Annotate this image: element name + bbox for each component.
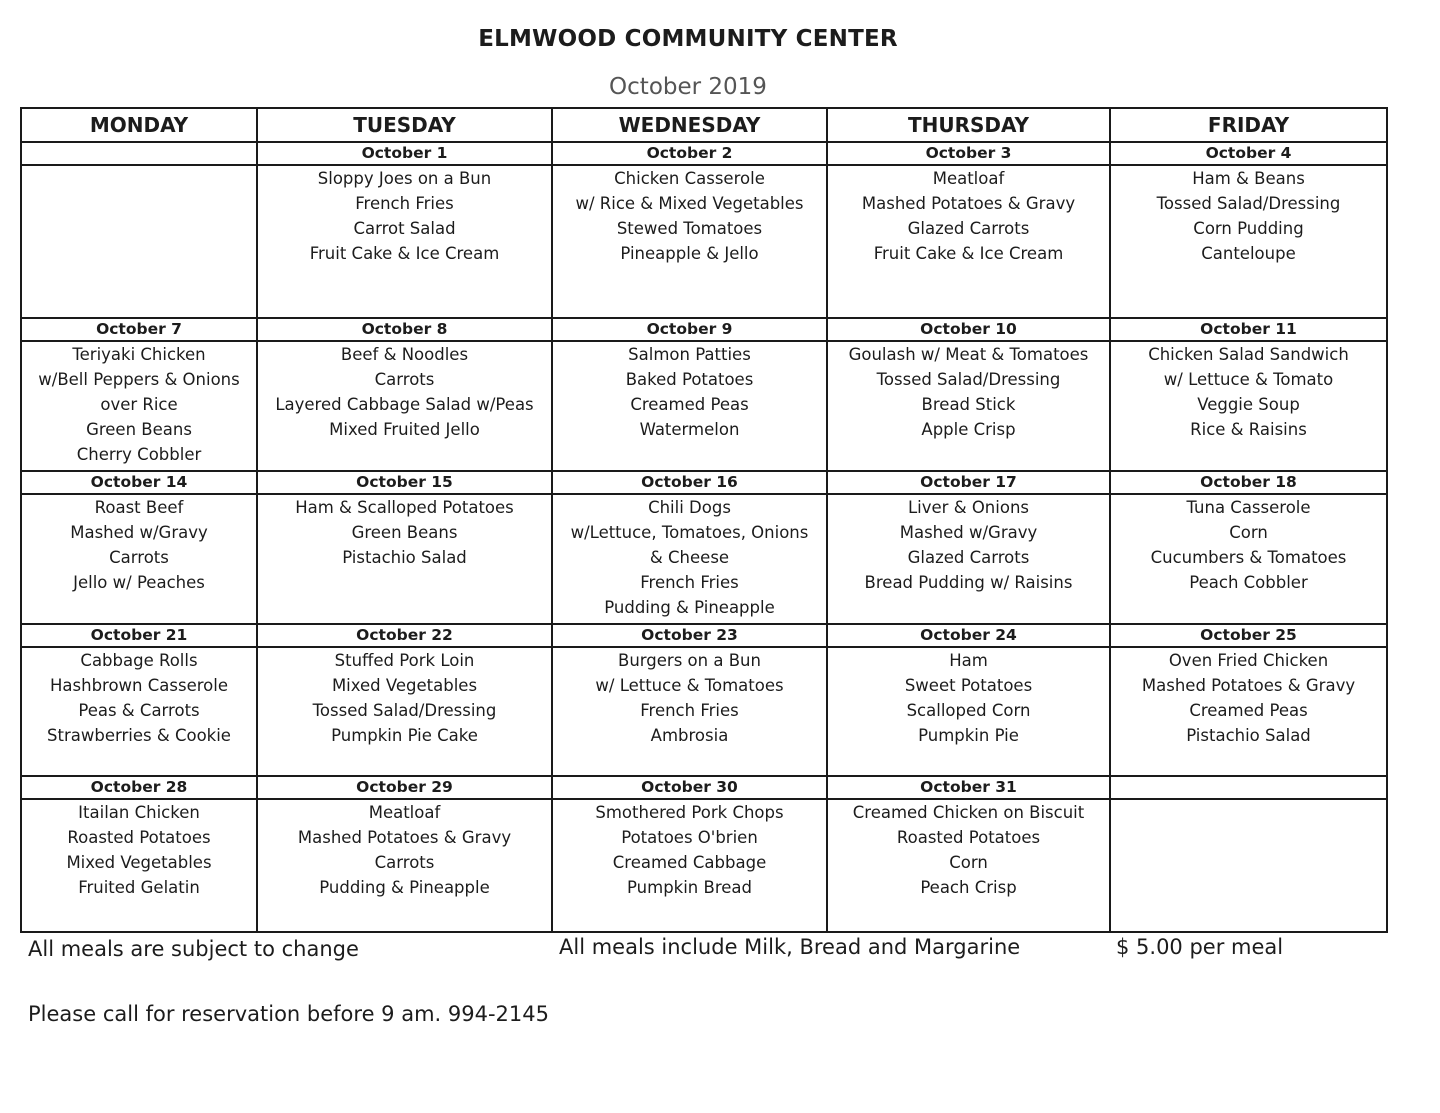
menu-item: Stuffed Pork Loin: [334, 650, 475, 670]
menu-item: Mashed w/Gravy: [899, 523, 1038, 543]
day-header-wednesday: WEDNESDAY: [552, 108, 827, 142]
date-cell-thursday: October 31: [827, 776, 1110, 799]
meal-cell-thursday: [827, 799, 1110, 932]
menu-item: Apple Crisp: [921, 419, 1016, 439]
menu-item: Pineapple & Jello: [620, 244, 759, 264]
page-title: ELMWOOD COMMUNITY CENTER: [478, 26, 898, 52]
menu-item: Cucumbers & Tomatoes: [1150, 548, 1347, 568]
menu-item: Corn: [949, 853, 988, 873]
date-row: [21, 471, 1387, 494]
menu-item: Ham & Beans: [1192, 169, 1305, 189]
menu-item: Roasted Potatoes: [67, 828, 211, 848]
menu-item: Pistachio Salad: [342, 548, 467, 568]
menu-item: Roasted Potatoes: [896, 828, 1041, 848]
menu-calendar-table: [20, 107, 1388, 933]
menu-item: Fruit Cake & Ice Cream: [873, 244, 1064, 264]
menu-item: Carrots: [109, 548, 169, 568]
meal-row: [21, 341, 1387, 471]
date-row: [21, 624, 1387, 647]
menu-item: Oven Fried Chicken: [1168, 650, 1329, 670]
menu-item: Glazed Carrots: [907, 548, 1030, 568]
menu-item: w/ Lettuce & Tomato: [1163, 369, 1334, 389]
menu-item: Veggie Soup: [1197, 394, 1300, 414]
menu-item: Peach Crisp: [920, 878, 1017, 898]
menu-item: Fruited Gelatin: [78, 878, 200, 898]
includes-notice: All meals include Milk, Bread and Margarine: [559, 935, 1021, 959]
menu-item: Cherry Cobbler: [76, 444, 202, 464]
change-notice: All meals are subject to change: [28, 937, 359, 961]
date-cell-wednesday: October 30: [552, 776, 827, 799]
price-notice: $ 5.00 per meal: [1116, 935, 1284, 959]
menu-item: Corn: [1229, 523, 1268, 543]
menu-item: Ambrosia: [650, 725, 729, 745]
meal-cell-friday: [1110, 341, 1387, 471]
menu-item: Mashed Potatoes & Gravy: [297, 828, 512, 848]
menu-item: Cabbage Rolls: [80, 650, 198, 670]
menu-item: Rice & Raisins: [1190, 419, 1307, 439]
menu-item: Watermelon: [639, 419, 740, 439]
menu-item: Green Beans: [351, 523, 458, 543]
menu-item: Smothered Pork Chops: [595, 803, 784, 823]
menu-item: Carrots: [374, 853, 435, 873]
menu-item: Mixed Vegetables: [331, 675, 478, 695]
date-row: [21, 318, 1387, 341]
menu-item: Tossed Salad/Dressing: [1156, 194, 1341, 214]
menu-item: Chili Dogs: [648, 498, 731, 518]
menu-item: Carrots: [374, 369, 435, 389]
date-cell-monday: October 14: [21, 471, 257, 494]
date-cell-wednesday: October 9: [552, 318, 827, 341]
meal-row: [21, 799, 1387, 932]
menu-item: Peach Cobbler: [1189, 573, 1308, 593]
date-cell-wednesday: October 2: [552, 142, 827, 165]
menu-item: Potatoes O'brien: [621, 828, 758, 848]
menu-item: Mashed w/Gravy: [70, 523, 208, 543]
menu-item: Fruit Cake & Ice Cream: [309, 244, 500, 264]
day-header-tuesday: TUESDAY: [257, 108, 552, 142]
menu-item: w/Lettuce, Tomatoes, Onions: [570, 523, 809, 543]
menu-item: Goulash w/ Meat & Tomatoes: [848, 344, 1089, 364]
menu-item: Scalloped Corn: [906, 700, 1031, 720]
menu-item: Chicken Casserole: [614, 169, 765, 189]
menu-item: Glazed Carrots: [907, 219, 1030, 239]
date-cell-thursday: October 24: [827, 624, 1110, 647]
menu-item: Creamed Peas: [630, 394, 749, 414]
menu-item: Jello w/ Peaches: [73, 573, 205, 593]
menu-item: Ham: [949, 650, 988, 670]
menu-item: Itailan Chicken: [78, 803, 200, 823]
menu-item: Mixed Vegetables: [66, 853, 212, 873]
meal-cell-monday: [21, 799, 257, 932]
menu-item: Meatloaf: [932, 169, 1005, 189]
menu-item: Carrot Salad: [353, 219, 456, 239]
meal-cell-tuesday: [257, 647, 552, 776]
menu-item: Green Beans: [86, 419, 192, 439]
menu-item: Tuna Casserole: [1186, 498, 1311, 518]
menu-item: Pumpkin Bread: [627, 878, 752, 898]
date-cell-friday: October 11: [1110, 318, 1387, 341]
menu-item: Teriyaki Chicken: [72, 344, 206, 364]
meal-cell-thursday: [827, 165, 1110, 318]
meal-cell-monday: [21, 341, 257, 471]
menu-item: Creamed Cabbage: [612, 853, 767, 873]
date-cell-friday: [1110, 776, 1387, 799]
menu-item: Stewed Tomatoes: [616, 219, 763, 239]
menu-item: Roast Beef: [94, 498, 184, 518]
menu-item: Pumpkin Pie Cake: [331, 725, 478, 745]
menu-item: French Fries: [640, 573, 739, 593]
meal-cell-thursday: [827, 494, 1110, 623]
meal-cell-wednesday: [552, 341, 827, 471]
menu-item: Strawberries & Cookie: [47, 725, 231, 745]
menu-item: Baked Potatoes: [625, 369, 754, 389]
menu-item: Corn Pudding: [1193, 219, 1304, 239]
menu-item: Meatloaf: [368, 803, 441, 823]
meal-row: [21, 165, 1387, 318]
meal-cell-monday: [21, 165, 257, 318]
date-cell-friday: October 25: [1110, 624, 1387, 647]
menu-item: Layered Cabbage Salad w/Peas: [275, 394, 534, 414]
menu-item: w/ Lettuce & Tomatoes: [595, 675, 784, 695]
date-cell-thursday: October 17: [827, 471, 1110, 494]
menu-item: Creamed Peas: [1189, 700, 1308, 720]
weekday-header-row: [21, 108, 1387, 142]
menu-item: Pumpkin Pie: [918, 725, 1019, 745]
menu-item: Bread Pudding w/ Raisins: [864, 573, 1073, 593]
meal-cell-wednesday: [552, 799, 827, 932]
menu-item: Bread Stick: [921, 394, 1016, 414]
menu-item: Mashed Potatoes & Gravy: [1141, 675, 1356, 695]
menu-item: French Fries: [355, 194, 454, 214]
meal-cell-monday: [21, 647, 257, 776]
menu-item: Sloppy Joes on a Bun: [317, 169, 492, 189]
day-header-friday: FRIDAY: [1110, 108, 1387, 142]
day-header-thursday: THURSDAY: [827, 108, 1110, 142]
day-header-monday: MONDAY: [21, 108, 257, 142]
menu-item: w/Bell Peppers & Onions: [38, 369, 240, 389]
meal-cell-wednesday: [552, 494, 827, 623]
meal-cell-thursday: [827, 647, 1110, 776]
date-cell-thursday: October 3: [827, 142, 1110, 165]
date-row: [21, 776, 1387, 799]
meal-cell-tuesday: [257, 165, 552, 318]
date-cell-tuesday: October 29: [257, 776, 552, 799]
menu-item: Beef & Noodles: [340, 344, 469, 364]
menu-item: Sweet Potatoes: [904, 675, 1033, 695]
meal-row: [21, 647, 1387, 776]
date-cell-monday: October 21: [21, 624, 257, 647]
date-cell-wednesday: October 23: [552, 624, 827, 647]
menu-item: Chicken Salad Sandwich: [1148, 344, 1349, 364]
meal-cell-friday: [1110, 647, 1387, 776]
meal-cell-friday: [1110, 494, 1387, 623]
menu-item: Canteloupe: [1201, 244, 1296, 264]
menu-item: Creamed Chicken on Biscuit: [852, 803, 1085, 823]
menu-item: Mashed Potatoes & Gravy: [861, 194, 1076, 214]
date-cell-friday: October 18: [1110, 471, 1387, 494]
date-cell-wednesday: October 16: [552, 471, 827, 494]
menu-item: Liver & Onions: [907, 498, 1029, 518]
menu-item: Pudding & Pineapple: [604, 598, 775, 618]
meal-cell-wednesday: [552, 165, 827, 318]
menu-item: & Cheese: [649, 548, 730, 568]
date-cell-tuesday: October 8: [257, 318, 552, 341]
date-cell-friday: October 4: [1110, 142, 1387, 165]
menu-item: w/ Rice & Mixed Vegetables: [575, 194, 804, 214]
meal-row: [21, 494, 1387, 623]
month-subtitle: October 2019: [609, 74, 767, 100]
menu-item: Mixed Fruited Jello: [329, 419, 480, 439]
meal-cell-thursday: [827, 341, 1110, 471]
menu-item: Peas & Carrots: [78, 700, 200, 720]
date-cell-monday: [21, 142, 257, 165]
menu-item: French Fries: [640, 700, 739, 720]
menu-item: Tossed Salad/Dressing: [876, 369, 1061, 389]
menu-item: Pistachio Salad: [1186, 725, 1311, 745]
date-cell-monday: October 28: [21, 776, 257, 799]
meal-cell-friday: [1110, 799, 1387, 932]
date-cell-tuesday: October 1: [257, 142, 552, 165]
meal-cell-tuesday: [257, 799, 552, 932]
menu-item: Burgers on a Bun: [618, 650, 761, 670]
meal-cell-tuesday: [257, 494, 552, 623]
meal-cell-monday: [21, 494, 257, 623]
date-row: [21, 142, 1387, 165]
meal-cell-wednesday: [552, 647, 827, 776]
date-cell-tuesday: October 22: [257, 624, 552, 647]
date-cell-thursday: October 10: [827, 318, 1110, 341]
menu-item: over Rice: [100, 394, 178, 414]
meal-cell-friday: [1110, 165, 1387, 318]
menu-item: Pudding & Pineapple: [319, 878, 490, 898]
menu-item: Tossed Salad/Dressing: [312, 700, 497, 720]
date-cell-monday: October 7: [21, 318, 257, 341]
menu-item: Ham & Scalloped Potatoes: [295, 498, 514, 518]
reservation-notice: Please call for reservation before 9 am. 994-2145: [28, 1002, 549, 1026]
meal-cell-tuesday: [257, 341, 552, 471]
menu-item: Salmon Patties: [628, 344, 751, 364]
date-cell-tuesday: October 15: [257, 471, 552, 494]
menu-item: Hashbrown Casserole: [50, 675, 228, 695]
menu-weeks: [21, 142, 1387, 932]
